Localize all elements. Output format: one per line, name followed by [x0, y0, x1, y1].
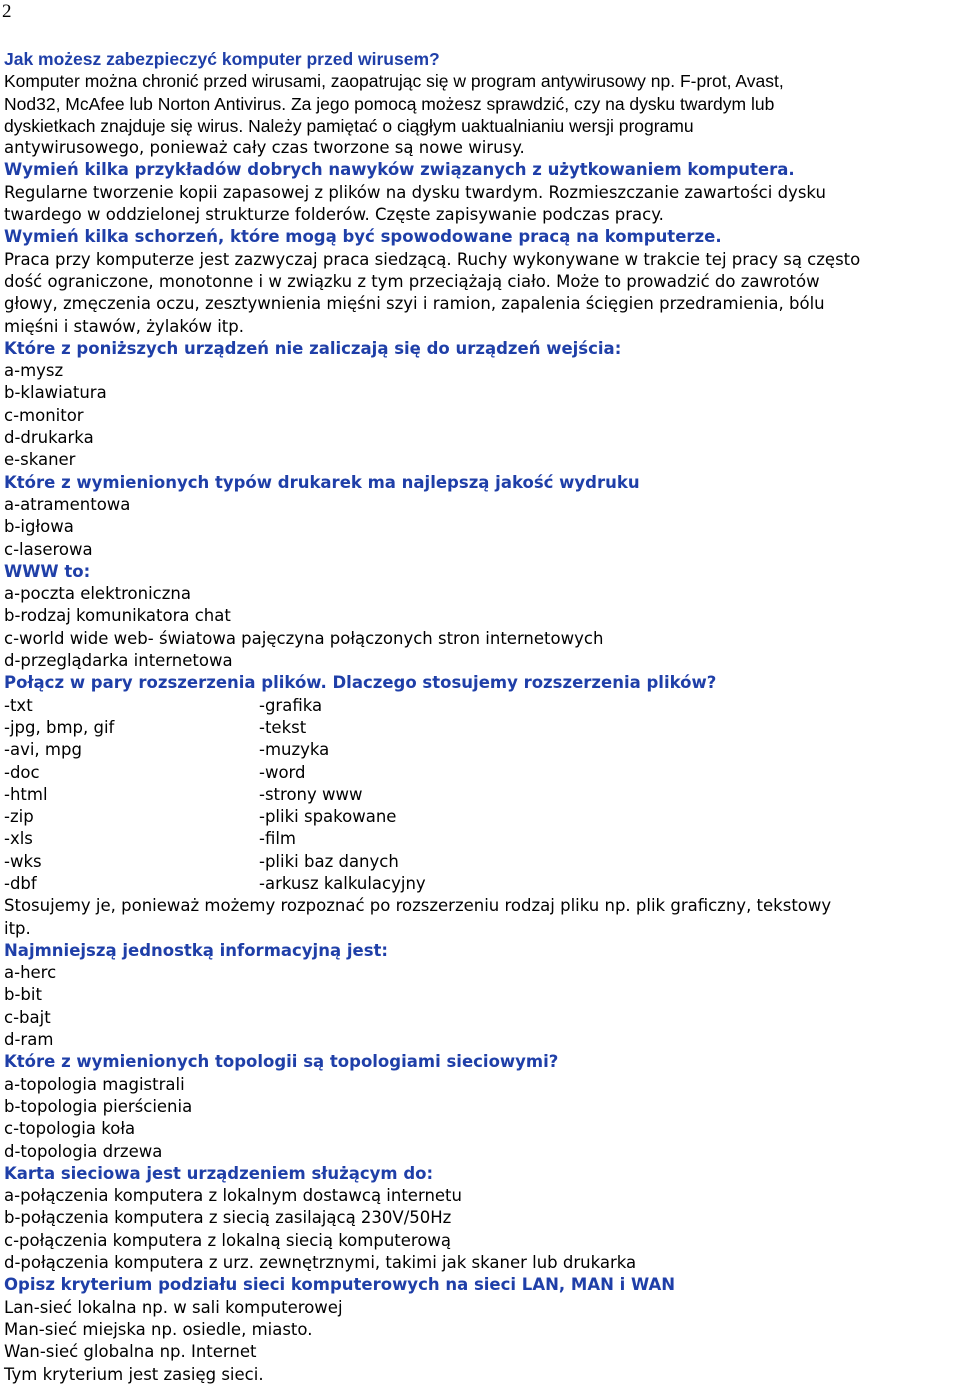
- question-heading: Które z wymienionych typów drukarek ma najlepszą jakość wydruku: [4, 472, 640, 492]
- text-line: Regularne tworzenie kopii zapasowej z plików na dysku twardym. Rozmieszczanie zawartości dysku: [4, 182, 826, 202]
- file-extension: -avi, mpg: [4, 740, 82, 760]
- text-line: dyskietkach znajduje się wirus. Należy pamiętać o ciągłym uaktualnianiu wersji programu: [4, 115, 694, 136]
- text-line: Man-sieć miejska np. osiedle, miasto.: [4, 1319, 313, 1339]
- file-extension: -dbf: [4, 873, 37, 893]
- text-line: a-atramentowa: [4, 494, 131, 514]
- text-line: e-skaner: [4, 450, 76, 470]
- text-line: twardego w oddzielonej strukturze folderów. Częste zapisywanie podczas pracy.: [4, 205, 664, 225]
- text-line: Nod32, McAfee lub Norton Antivirus. Za jego pomocą możesz sprawdzić, czy na dysku twardym lub: [4, 93, 775, 114]
- file-extension: -txt: [4, 695, 33, 715]
- extension-pair-row: [4, 762, 960, 784]
- file-extension: -wks: [4, 851, 42, 871]
- page-number: 2: [2, 1, 12, 22]
- text-line: d-ram: [4, 1030, 54, 1050]
- extension-pair-row: [4, 851, 960, 873]
- text-line: a-topologia magistrali: [4, 1074, 185, 1094]
- file-extension: -html: [4, 784, 48, 804]
- question-heading: WWW to:: [4, 561, 91, 581]
- file-type: -word: [259, 762, 306, 782]
- text-line: antywirusowego, ponieważ cały czas tworzone są nowe wirusy.: [4, 138, 525, 158]
- text-line: Komputer można chronić przed wirusami, zaopatrując się w program antywirusowy np. F-prot, Avast,: [4, 71, 784, 92]
- extension-pair-row: [4, 784, 960, 806]
- file-extension: -zip: [4, 807, 34, 827]
- file-type: -strony www: [259, 784, 363, 804]
- extension-pair-row: [4, 806, 960, 828]
- question-heading: Wymień kilka przykładów dobrych nawyków związanych z użytkowaniem komputera.: [4, 160, 795, 180]
- file-type: -arkusz kalkulacyjny: [259, 873, 426, 893]
- file-extension: -doc: [4, 762, 40, 782]
- extension-pair-row: [4, 695, 960, 717]
- text-line: c-bajt: [4, 1007, 51, 1027]
- file-extension: -jpg, bmp, gif: [4, 717, 115, 737]
- text-line: b-klawiatura: [4, 383, 107, 403]
- text-line: c-topologia koła: [4, 1119, 136, 1139]
- text-line: a-herc: [4, 963, 57, 983]
- text-line: c-monitor: [4, 405, 84, 425]
- text-line: dość ograniczone, monotonne i w związku z tym przeciążają ciało. Może to prowadzić do zawrotów: [4, 271, 820, 291]
- text-line: b-topologia pierścienia: [4, 1096, 193, 1116]
- text-line: a-połączenia komputera z lokalnym dostawcą internetu: [4, 1186, 462, 1206]
- extension-pair-row: [4, 739, 960, 761]
- text-line: a-poczta elektroniczna: [4, 584, 191, 604]
- text-line: d-połączenia komputera z urz. zewnętrznymi, takimi jak skaner lub drukarka: [4, 1253, 637, 1273]
- question-heading: Wymień kilka schorzeń, które mogą być spowodowane pracą na komputerze.: [4, 227, 722, 247]
- question-heading: Karta sieciowa jest urządzeniem służącym do:: [4, 1163, 434, 1183]
- file-type: -muzyka: [259, 740, 330, 760]
- extension-pair-row: [4, 717, 960, 739]
- text-line: mięśni i stawów, żylaków itp.: [4, 316, 244, 336]
- file-extension: -xls: [4, 829, 33, 849]
- text-line: itp.: [4, 918, 31, 938]
- question-heading: Które z wymienionych topologii są topologiami sieciowymi?: [4, 1052, 559, 1072]
- text-line: b-rodzaj komunikatora chat: [4, 606, 231, 626]
- file-type: -film: [259, 829, 297, 849]
- text-line: b-połączenia komputera z siecią zasilającą 230V/50Hz: [4, 1208, 452, 1228]
- text-line: d-przeglądarka internetowa: [4, 651, 233, 671]
- extension-pair-row: [4, 873, 960, 895]
- text-line: Stosujemy je, ponieważ możemy rozpoznać po rozszerzeniu rodzaj pliku np. plik graficzny, tekstowy: [4, 896, 832, 916]
- text-line: Lan-sieć lokalna np. w sali komputerowej: [4, 1297, 343, 1317]
- question-heading: Jak możesz zabezpieczyć komputer przed wirusem?: [4, 49, 440, 69]
- file-type: -grafika: [259, 695, 323, 715]
- document-body: [4, 48, 960, 1386]
- text-line: a-mysz: [4, 361, 64, 381]
- question-heading: Połącz w pary rozszerzenia plików. Dlaczego stosujemy rozszerzenia plików?: [4, 673, 717, 693]
- text-line: c-laserowa: [4, 539, 93, 559]
- question-heading: Które z poniższych urządzeń nie zaliczają się do urządzeń wejścia:: [4, 338, 622, 358]
- extension-pair-row: [4, 828, 960, 850]
- text-line: b-igłowa: [4, 517, 74, 537]
- text-line: c-połączenia komputera z lokalną siecią komputerową: [4, 1230, 452, 1250]
- text-line: Wan-sieć globalna np. Internet: [4, 1342, 257, 1362]
- file-type: -pliki baz danych: [259, 851, 399, 871]
- text-line: b-bit: [4, 985, 42, 1005]
- text-line: głowy, zmęczenia oczu, zesztywnienia mięśni szyi i ramion, zapalenia ścięgien przedramienia, bólu: [4, 294, 825, 314]
- text-line: d-topologia drzewa: [4, 1141, 163, 1161]
- file-type: -pliki spakowane: [259, 807, 397, 827]
- text-line: c-world wide web- światowa pajęczyna połączonych stron internetowych: [4, 628, 604, 648]
- file-type: -tekst: [259, 717, 307, 737]
- text-line: Tym kryterium jest zasięg sieci.: [4, 1364, 264, 1384]
- text-line: d-drukarka: [4, 428, 94, 448]
- text-line: Praca przy komputerze jest zazwyczaj praca siedzącą. Ruchy wykonywane w trakcie tej pracy są często: [4, 249, 861, 269]
- question-heading: Najmniejszą jednostką informacyjną jest:: [4, 940, 388, 960]
- question-heading: Opisz kryterium podziału sieci komputerowych na sieci LAN, MAN i WAN: [4, 1275, 676, 1295]
